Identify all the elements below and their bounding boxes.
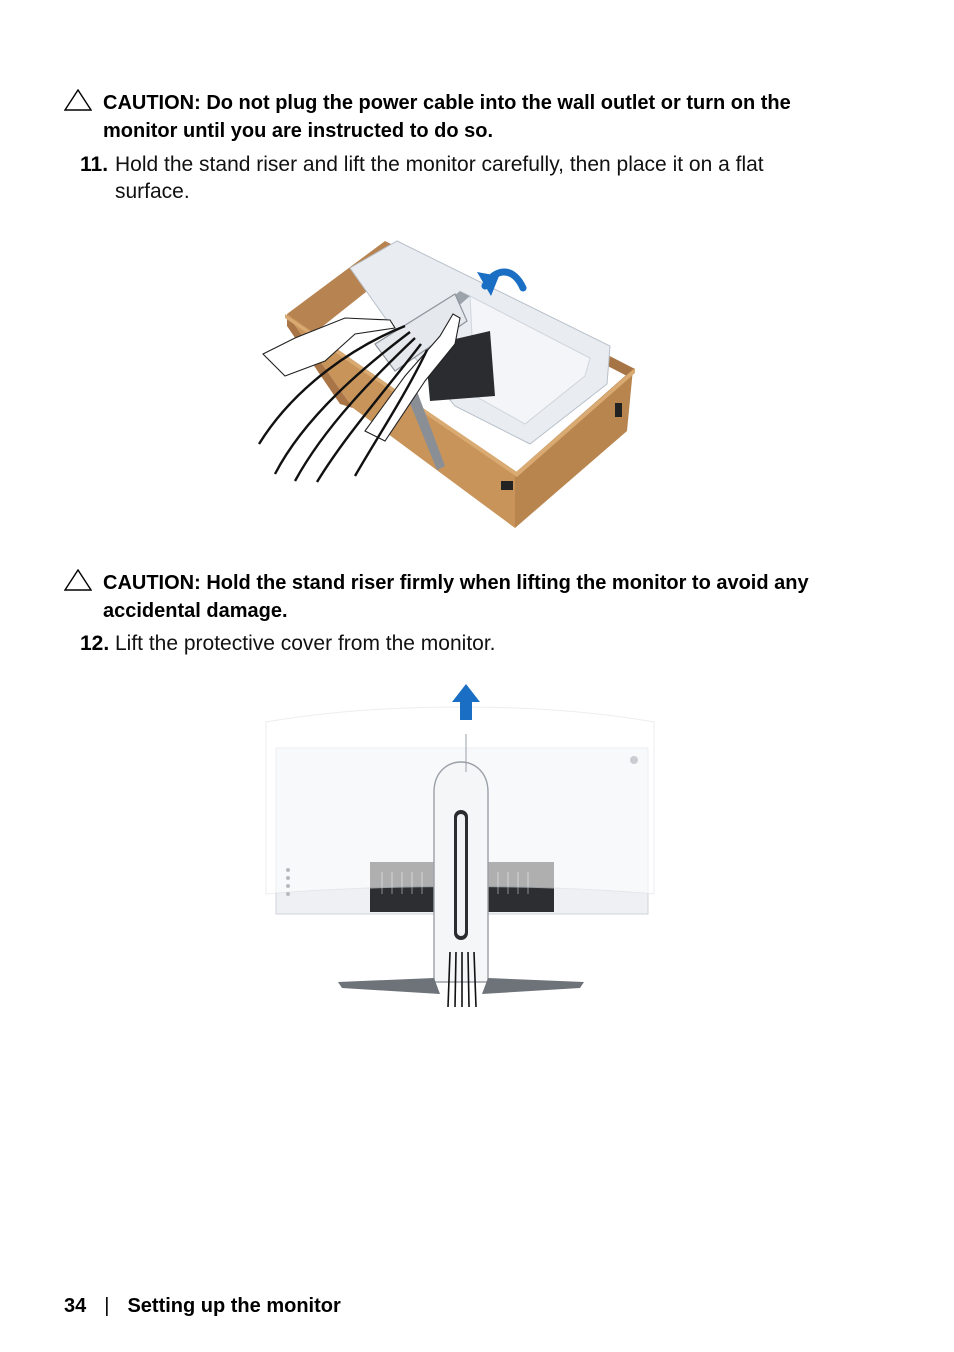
footer-separator: | [104,1295,110,1317]
step-text: Hold the stand riser and lift the monitor carefully, then place it on a flat surface. [115,153,764,203]
step-number: 11. [80,153,109,176]
caution-note-1 [64,89,864,145]
caution-triangle-icon [64,569,92,591]
caution-text-1: CAUTION: Do not plug the power cable into the wall outlet or turn on the monitor until you are instructed to do so. [103,92,791,142]
caution-triangle-icon [64,89,92,111]
monitor-lift-from-box-illustration [255,226,665,546]
section-title: Setting up the monitor [127,1295,341,1317]
step-number: 12. [80,632,110,655]
step-text: Lift the protective cover from the monitor. [115,632,496,655]
caution-note-2 [64,569,864,625]
step-11 [80,151,840,205]
step-12 [80,630,840,657]
remove-protective-cover-illustration [262,682,662,1012]
page-footer [64,1292,341,1320]
page-number: 34 [64,1295,87,1317]
caution-text-2: CAUTION: Hold the stand riser firmly when lifting the monitor to avoid any accidental damage. [103,572,809,622]
